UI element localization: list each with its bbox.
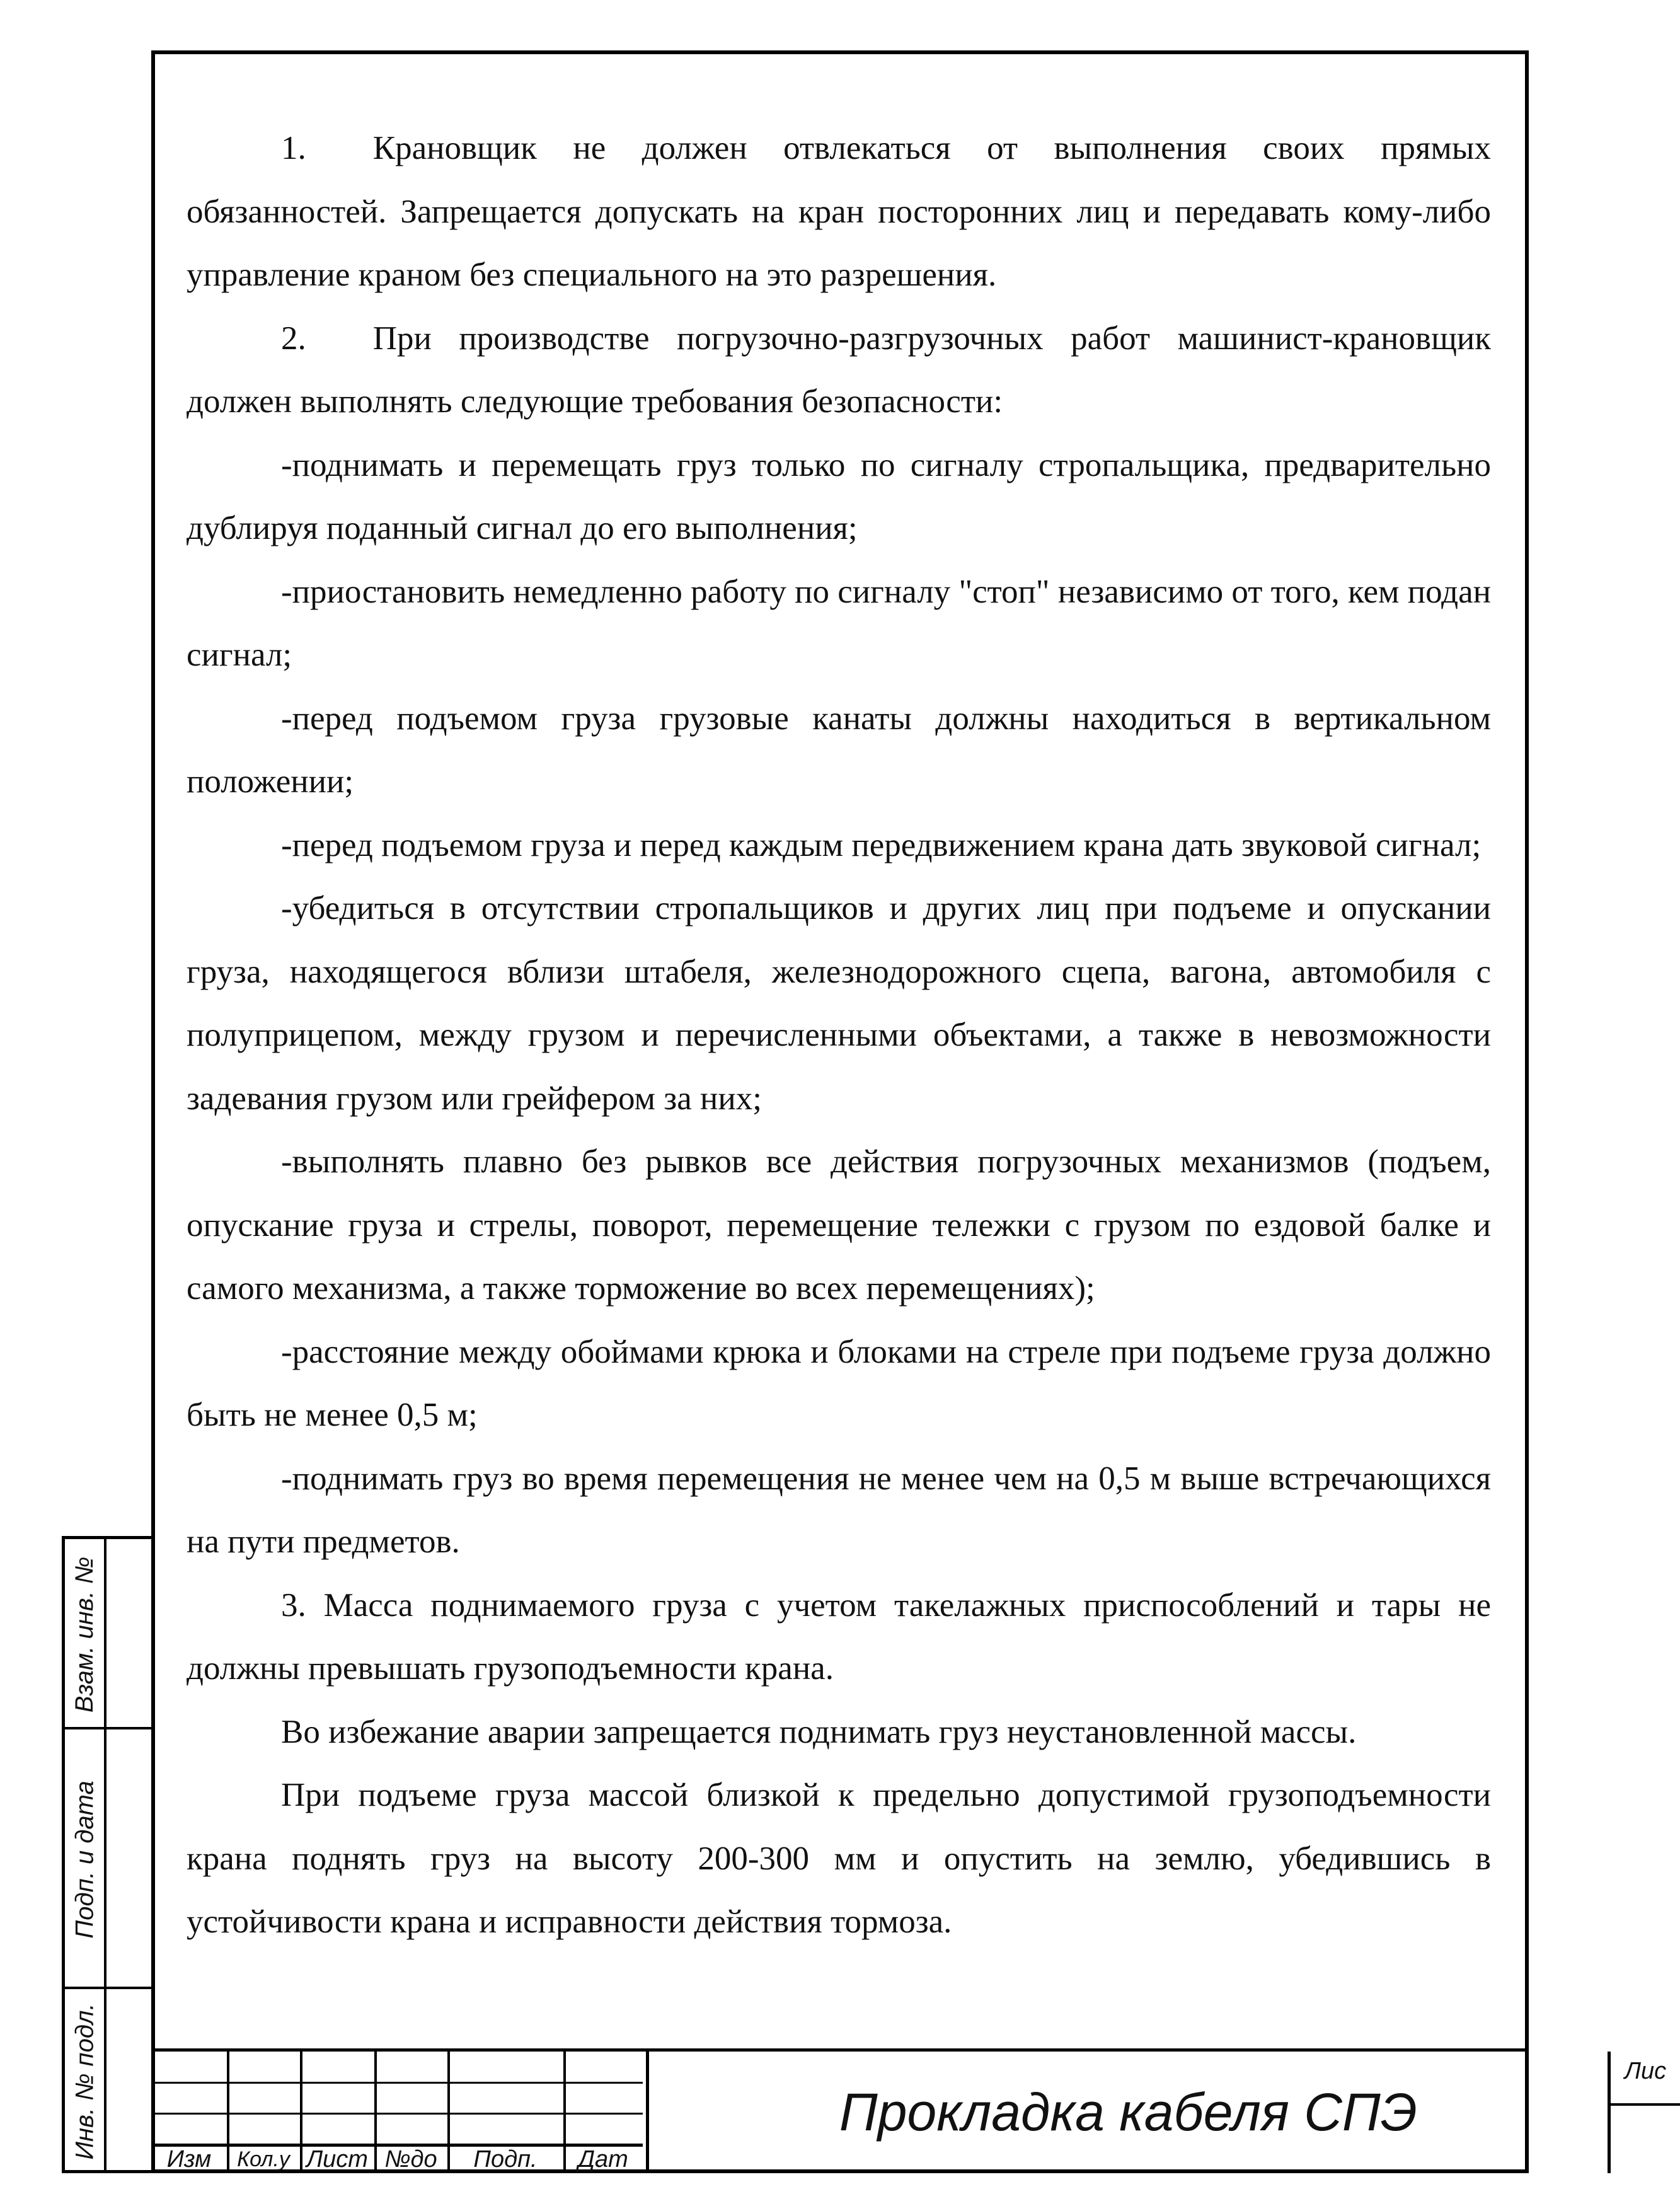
side-cell-signature-date <box>65 1729 151 1989</box>
paragraph-5: -перед подъемом груза грузовые канаты должны находиться в вертикальном положении; <box>187 700 1491 800</box>
col-label-change: Изм <box>166 2146 212 2173</box>
paragraph-2: 2. При производстве погрузочно-разгрузочных работ машинист-крановщик должен выполнять следующие требования безопасности: <box>187 320 1491 420</box>
sheet-number-cell <box>1608 2052 1680 2173</box>
side-stamp-strip <box>62 1536 151 2173</box>
paragraph-4: -приостановить немедленно работу по сигналу "стоп" независимо от того, кем подан сигнал; <box>187 573 1491 673</box>
side-cell-replacement <box>65 1539 151 1729</box>
side-label-replacement: Взам. инв. № <box>71 1556 99 1712</box>
col-label-date: Дат <box>578 2146 628 2173</box>
paragraph-8: -выполнять плавно без рывков все действия погрузочных механизмов (подъем, опускание груза и стрелы, поворот, перемещение тележки с грузом по ездовой балке и самого механизма, а также торможение во всех перемещениях); <box>187 1143 1491 1307</box>
paragraph-10: -поднимать груз во время перемещения не менее чем на 0,5 м выше встречающихся на пути предметов. <box>187 1460 1491 1560</box>
col-label-sheet: Лист <box>306 2146 368 2173</box>
side-label-signature-date: Подп. и дата <box>71 1780 99 1939</box>
paragraph-7: -убедиться в отсутствии стропальщиков и других лиц при подъеме и опускании груза, находящегося вблизи штабеля, железнодорожного сцепа, вагона, автомобиля с полуприцепом, между грузом и перечисленными объектами, а также в невозможности задевания грузом или грейфером за них; <box>187 890 1491 1117</box>
paragraph-6: -перед подъемом груза и перед каждым передвижением крана дать звуковой сигнал; <box>281 826 1482 863</box>
paragraph-11: 3. Масса поднимаемого груза с учетом такелажных приспособлений и тары не должны превышать грузоподъемности крана. <box>187 1586 1491 1687</box>
col-label-quantity: Кол.у <box>237 2147 290 2171</box>
paragraph-1: 1. Крановщик не должен отвлекаться от выполнения своих прямых обязанностей. Запрещается допускать на кран посторонних лиц и передавать кому-либо управление краном без специального на это разрешения. <box>187 130 1491 293</box>
paragraph-13: При подъеме груза массой близкой к предельно допустимой грузоподъемности крана поднять груз на высоту 200-300 мм и опустить на землю, убедившись в устойчивости крана и исправности действия тормоза. <box>187 1777 1491 1940</box>
sheet-label: Лис <box>1624 2058 1667 2084</box>
paragraph-12: Во избежание аварии запрещается поднимать груз неустановленной массы. <box>281 1713 1357 1750</box>
document-title: Прокладка кабеля СПЭ <box>646 2052 1608 2173</box>
title-block-grid <box>151 2052 643 2173</box>
grid-row-line <box>151 2113 643 2115</box>
grid-row-line <box>151 2082 643 2084</box>
paragraph-3: -поднимать и перемещать груз только по сигналу стропальщика, предварительно дублируя поданный сигнал до его выполнения; <box>187 446 1491 546</box>
document-body <box>187 117 1491 1954</box>
title-block <box>151 2048 1667 2173</box>
side-cell-original-inventory <box>65 1989 151 2173</box>
sheet-cell-divider <box>1611 2103 1680 2106</box>
col-label-doc-number: №до <box>384 2146 437 2173</box>
side-label-original-inventory: Инв. № подл. <box>71 2002 99 2160</box>
col-label-signature: Подп. <box>473 2146 538 2173</box>
paragraph-9: -расстояние между обоймами крюка и блоками на стреле при подъеме груза должно быть не менее 0,5 м; <box>187 1333 1491 1433</box>
